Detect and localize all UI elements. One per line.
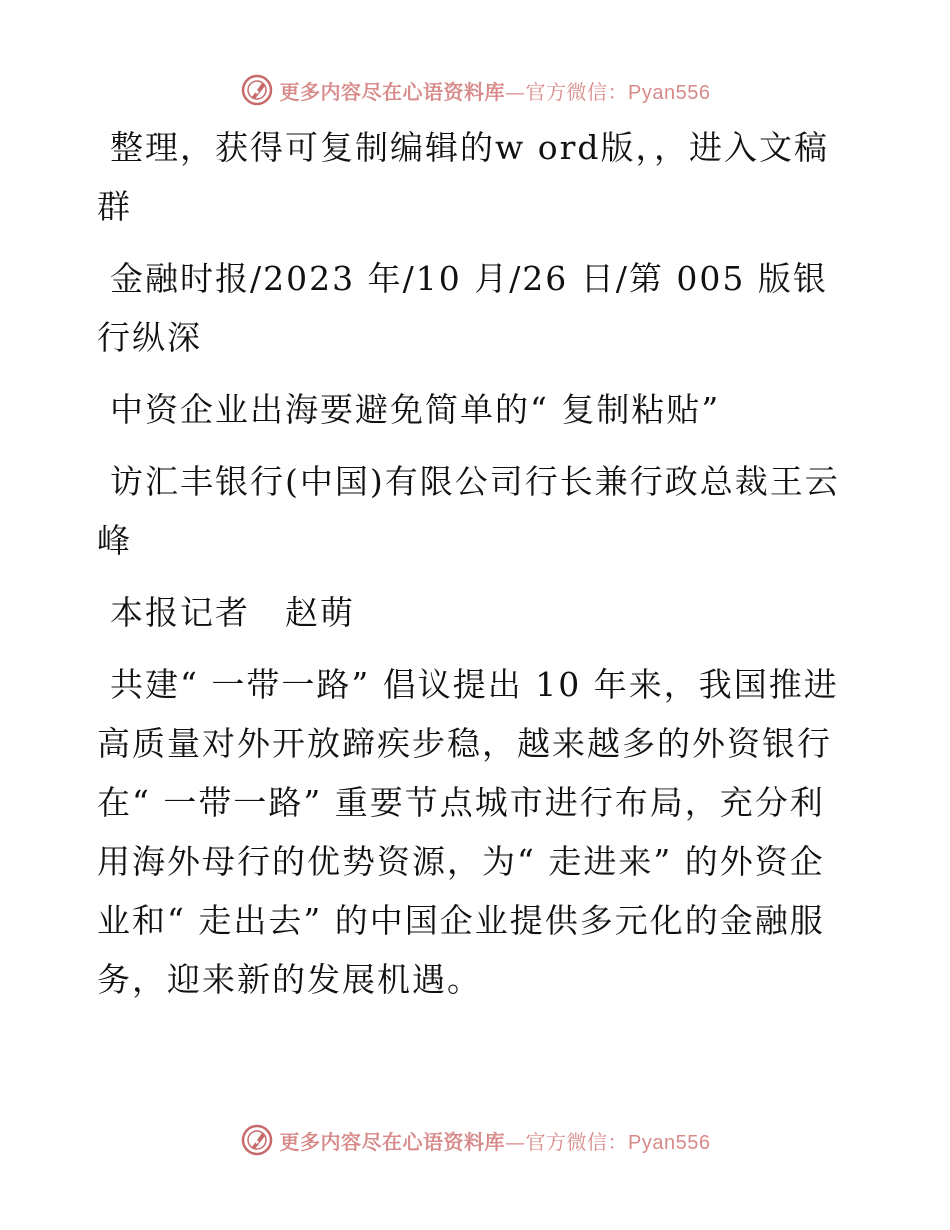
watermark-separator: — (505, 1129, 526, 1154)
article-headline: 中资企业出海要避免简单的“ 复制粘贴” (110, 390, 721, 429)
article-paragraph: 共建“ 一带一路” 倡议提出 10 年来，我国推进高质量对外开放蹄疾步稳，越来越多的外资银行在“ 一带一路” 重要节点城市进行布局，充分利用海外母行的优势资源，为“ 走进来” 的外资企业和“ 走出去” 的中国企业提供多元化的金融服务，迎来新的发展机遇。 (97, 665, 839, 999)
pen-nib-seal-icon (240, 73, 274, 107)
footer-watermark (0, 1120, 950, 1160)
watermark-title: 更多内容尽在心语资料库 (279, 1129, 506, 1154)
source-line: 金融时报/2023 年/10 月/26 日/第 005 版银行纵深 (97, 259, 828, 357)
watermark-contact: 官方微信：Pyan556 (525, 1131, 711, 1154)
watermark-contact: 官方微信：Pyan556 (525, 81, 711, 104)
pen-nib-seal-icon (240, 1123, 274, 1157)
intro-note: 整理，获得可复制编辑的w ord版，，进入文稿群 (97, 128, 830, 226)
watermark-separator: — (505, 79, 526, 104)
document-body (97, 118, 857, 1022)
byline: 本报记者 赵萌 (110, 593, 355, 632)
article-subheadline: 访汇丰银行(中国)有限公司行长兼行政总裁王云峰 (97, 462, 840, 560)
header-watermark (0, 70, 950, 110)
watermark-title: 更多内容尽在心语资料库 (279, 79, 506, 104)
